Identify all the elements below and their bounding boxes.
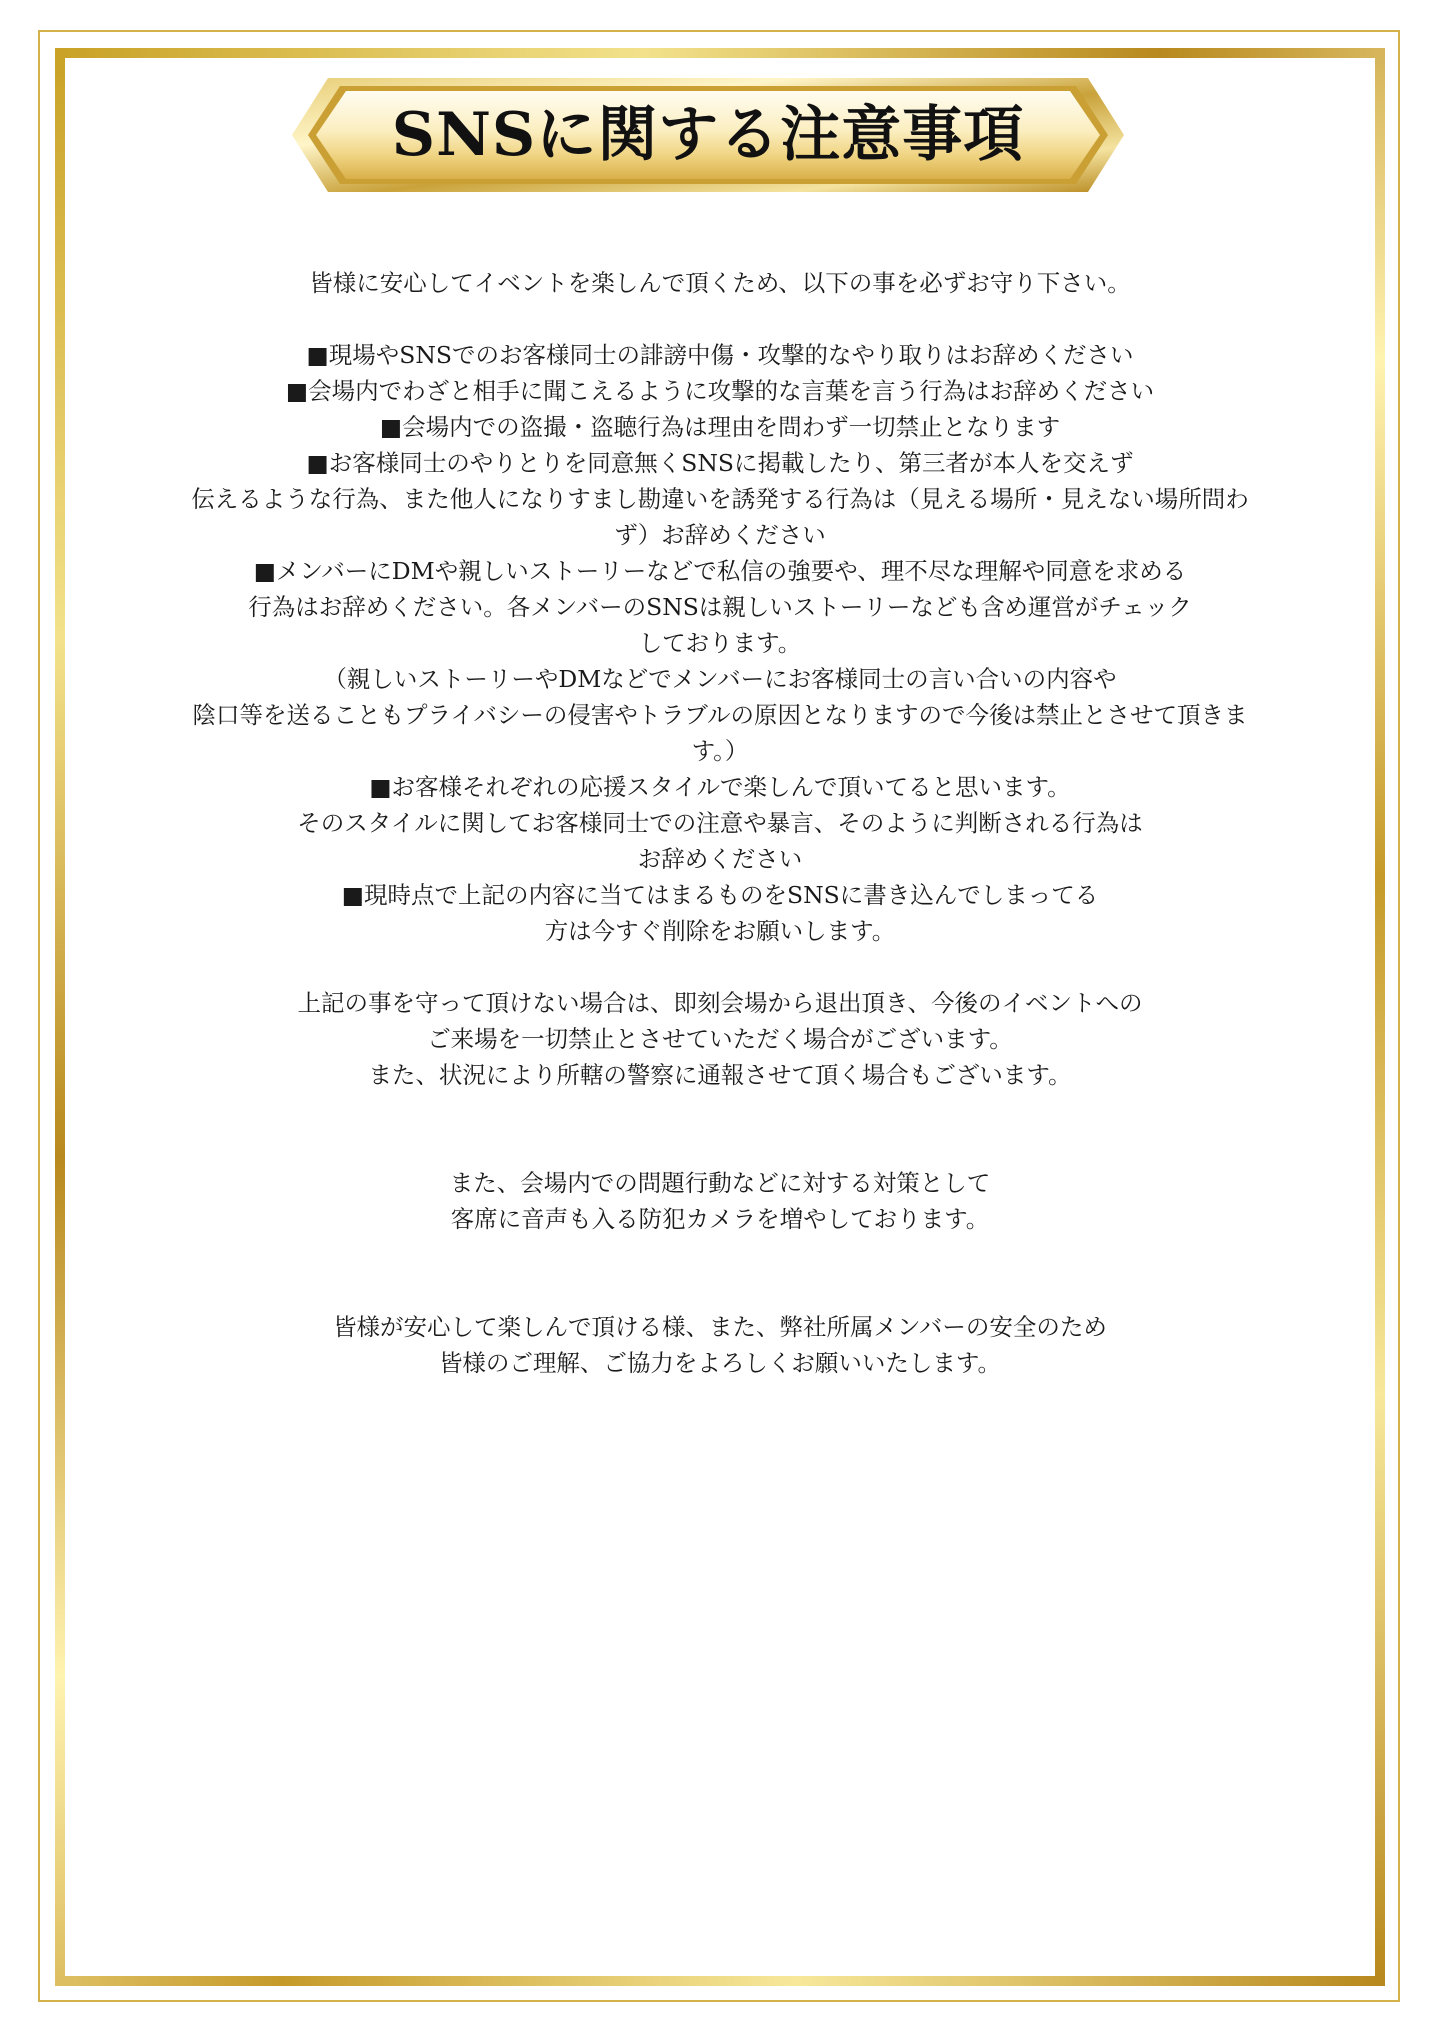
rule-line: （親しいストーリーやDMなどでメンバーにお客様同士の言い合いの内容や <box>323 665 1117 693</box>
rule-line: 行為はお辞めください。各メンバーのSNSは親しいストーリーなども含め運営がチェック <box>248 593 1192 621</box>
rule-line: ■メンバーにDMや親しいストーリーなどで私信の強要や、理不尽な理解や同意を求める <box>253 557 1187 585</box>
rule-line: そのスタイルに関してお客様同士での注意や暴言、そのように判断される行為は <box>297 809 1143 837</box>
rule-line: お辞めください <box>637 845 803 873</box>
rule-line: ■お客様それぞれの応援スタイルで楽しんで頂いてると思います。 <box>369 773 1071 801</box>
consequence-line: 上記の事を守って頂けない場合は、即刻会場から退出頂き、今後のイベントへの <box>297 989 1143 1017</box>
notice-body <box>130 265 1310 1381</box>
intro-text: 皆様に安心してイベントを楽しんで頂くため、以下の事を必ずお守り下さい。 <box>309 269 1131 297</box>
rule-line: 伝えるような行為、また他人になりすまし勘違いを誘発する行為は（見える場所・見えない場所問わ <box>191 485 1249 513</box>
rule-line: ■お客様同士のやりとりを同意無くSNSに掲載したり、第三者が本人を交えず <box>306 449 1134 477</box>
rule-line: ず）お辞めください <box>614 521 826 549</box>
rule-line: 陰口等を送ることもプライバシーの侵害やトラブルの原因となりますので今後は禁止とさせて頂きま <box>192 701 1248 729</box>
rule-line: す。） <box>691 737 749 765</box>
rule-line: 方は今すぐ削除をお願いします。 <box>544 917 896 945</box>
camera-notice-line: 客席に音声も入る防犯カメラを増やしております。 <box>450 1205 990 1233</box>
closing-line: 皆様のご理解、ご協力をよろしくお願いいたします。 <box>438 1349 1002 1377</box>
consequence-line: ご来場を一切禁止とさせていただく場合がございます。 <box>427 1025 1013 1053</box>
consequence-line: また、状況により所轄の警察に通報させて頂く場合もございます。 <box>368 1061 1072 1089</box>
camera-notice-line: また、会場内での問題行動などに対する対策として <box>449 1169 991 1197</box>
rule-line: ■会場内での盗撮・盗聴行為は理由を問わず一切禁止となります <box>379 413 1061 441</box>
title-banner <box>288 70 1128 200</box>
rule-line: ■現場やSNSでのお客様同士の誹謗中傷・攻撃的なやり取りはお辞めください <box>306 341 1134 369</box>
closing-line: 皆様が安心して楽しんで頂ける様、また、弊社所属メンバーの安全のため <box>333 1313 1107 1341</box>
page-title: SNSに関する注意事項 <box>391 100 1025 170</box>
rule-line: ■会場内でわざと相手に聞こえるように攻撃的な言葉を言う行為はお辞めください <box>285 377 1155 405</box>
rule-line: ■現時点で上記の内容に当てはまるものをSNSに書き込んでしまってる <box>341 881 1099 909</box>
rule-line: しております。 <box>638 629 802 657</box>
